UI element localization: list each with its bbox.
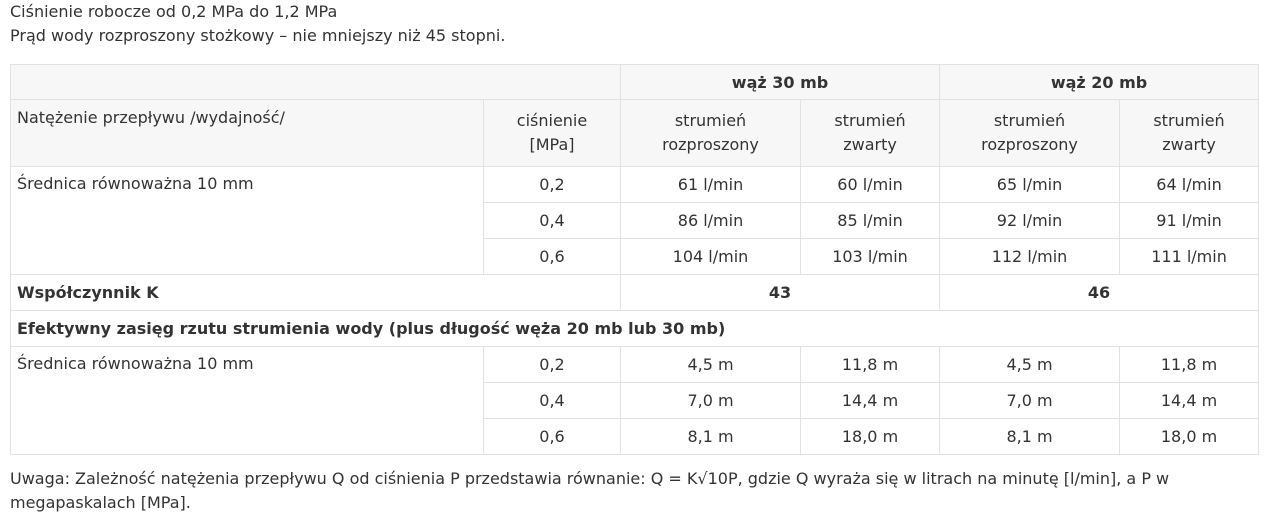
hose20-solid-header (1120, 100, 1259, 167)
k-coefficient-row (11, 275, 1259, 311)
pressure-cell: 0,6 (484, 419, 621, 455)
value-cell: 64 l/min (1120, 167, 1259, 203)
pressure-cell: 0,2 (484, 347, 621, 383)
range-heading-row (11, 311, 1259, 347)
flow-diameter-label: Średnica równoważna 10 mm (11, 167, 484, 275)
value-cell: 7,0 m (940, 383, 1120, 419)
k-coefficient-label: Współczynnik K (11, 275, 621, 311)
empty-header-cell (11, 65, 621, 100)
value-cell: 61 l/min (621, 167, 801, 203)
pressure-cell: 0,4 (484, 203, 621, 239)
value-cell: 11,8 m (1120, 347, 1259, 383)
value-cell: 8,1 m (621, 419, 801, 455)
header-line2: zwarty (1162, 135, 1216, 154)
pressure-header-line1: ciśnienie (516, 111, 588, 130)
header-line1: strumień (674, 111, 747, 130)
note-line1: Uwaga: Zależność natężenia przepływu Q od ciśnienia P przedstawia równanie: Q = K√10P, gdzie Q wyraża się w litrach na minutę [l/min], a P w (10, 469, 1170, 488)
hose-30-header: wąż 30 mb (621, 65, 940, 100)
flow-rate-label: Natężenie przepływu /wydajność/ (11, 100, 484, 167)
value-cell: 18,0 m (1120, 419, 1259, 455)
header-line2: rozproszony (662, 135, 759, 154)
intro-text (10, 0, 505, 48)
value-cell: 65 l/min (940, 167, 1120, 203)
value-cell: 86 l/min (621, 203, 801, 239)
range-diameter-label: Średnica równoważna 10 mm (11, 347, 484, 455)
hose-20-header: wąż 20 mb (940, 65, 1259, 100)
pressure-cell: 0,2 (484, 167, 621, 203)
sub-header-row (11, 100, 1259, 167)
value-cell: 103 l/min (801, 239, 940, 275)
header-line2: rozproszony (981, 135, 1078, 154)
header-line1: strumień (993, 111, 1066, 130)
value-cell: 92 l/min (940, 203, 1120, 239)
value-cell: 11,8 m (801, 347, 940, 383)
range-heading: Efektywny zasięg rzutu strumienia wody (plus długość węża 20 mb lub 30 mb) (11, 311, 1259, 347)
hose30-solid-header (801, 100, 940, 167)
header-line2: zwarty (843, 135, 897, 154)
k-value-hose30: 43 (621, 275, 940, 311)
pressure-header (484, 100, 621, 167)
value-cell: 111 l/min (1120, 239, 1259, 275)
pressure-cell: 0,4 (484, 383, 621, 419)
hose20-spray-header (940, 100, 1120, 167)
value-cell: 18,0 m (801, 419, 940, 455)
note-line2: megapaskalach [MPa]. (10, 493, 191, 512)
value-cell: 112 l/min (940, 239, 1120, 275)
formula-note (10, 467, 1210, 515)
specification-table (10, 64, 1259, 455)
value-cell: 14,4 m (1120, 383, 1259, 419)
header-line1: strumień (1153, 111, 1225, 130)
value-cell: 14,4 m (801, 383, 940, 419)
pressure-header-line2: [MPa] (529, 135, 575, 154)
table-row (11, 347, 1259, 383)
value-cell: 104 l/min (621, 239, 801, 275)
value-cell: 4,5 m (621, 347, 801, 383)
group-header-row (11, 65, 1259, 100)
value-cell: 91 l/min (1120, 203, 1259, 239)
header-line1: strumień (834, 111, 906, 130)
spray-cone-text: Prąd wody rozproszony stożkowy – nie mniejszy niż 45 stopni. (10, 26, 506, 45)
value-cell: 60 l/min (801, 167, 940, 203)
value-cell: 4,5 m (940, 347, 1120, 383)
value-cell: 85 l/min (801, 203, 940, 239)
k-value-hose20: 46 (940, 275, 1259, 311)
hose30-spray-header (621, 100, 801, 167)
table-row (11, 167, 1259, 203)
working-pressure-text: Ciśnienie robocze od 0,2 MPa do 1,2 MPa (10, 2, 338, 21)
value-cell: 7,0 m (621, 383, 801, 419)
value-cell: 8,1 m (940, 419, 1120, 455)
pressure-cell: 0,6 (484, 239, 621, 275)
